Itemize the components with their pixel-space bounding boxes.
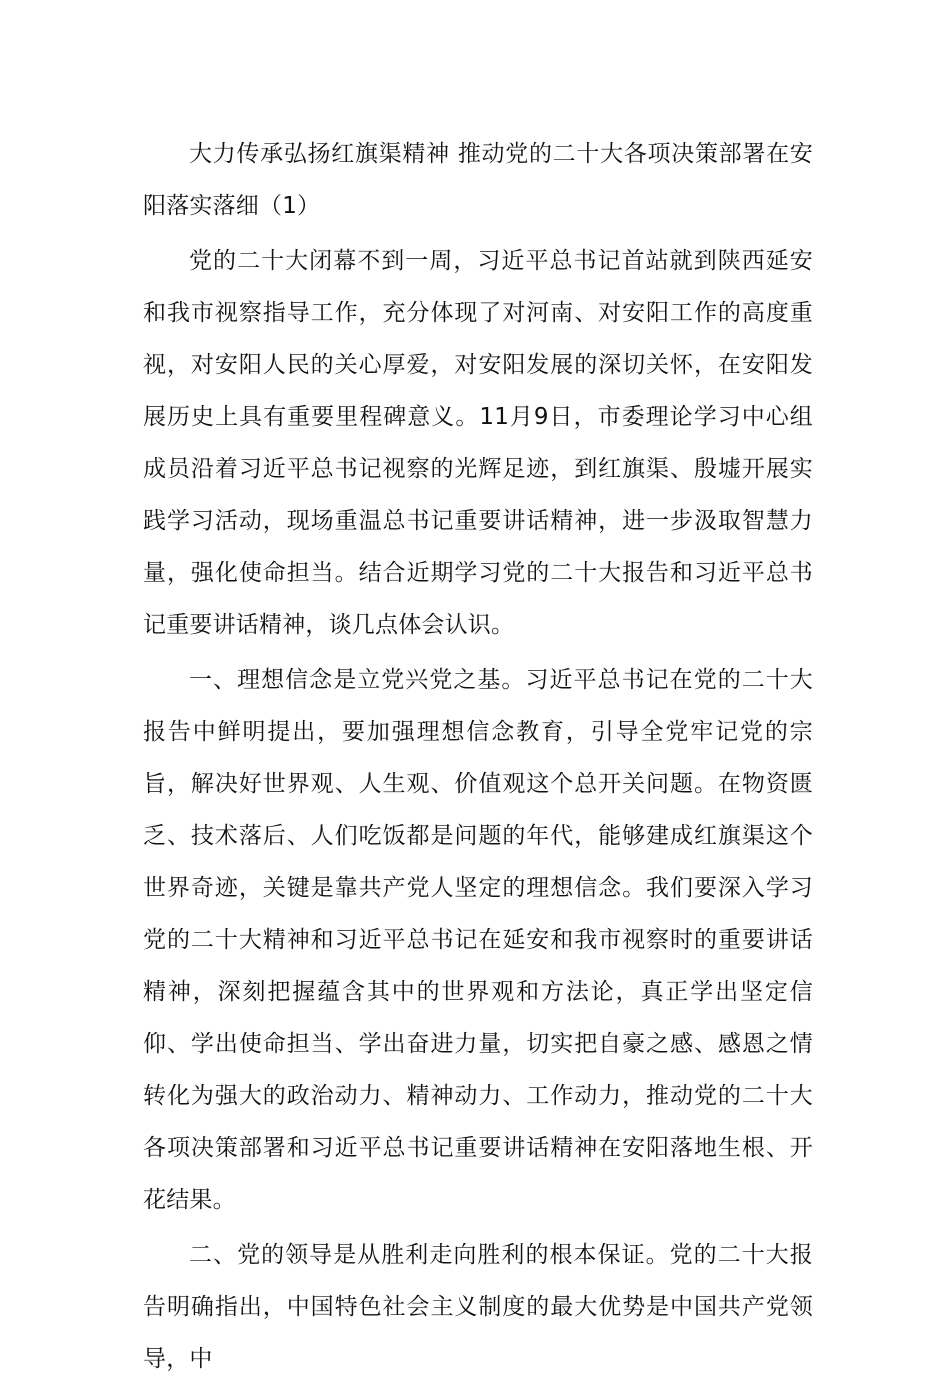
document-body (143, 128, 813, 1385)
paragraph-section-one: 一、理想信念是立党兴党之基。习近平总书记在党的二十大报告中鲜明提出，要加强理想信念教育，引导全党牢记党的宗旨，解决好世界观、人生观、价值观这个总开关问题。在物资匮乏、技术落后、人们吃饭都是问题的年代，能够建成红旗渠这个世界奇迹，关键是靠共产党人坚定的理想信念。我们要深入学习党的二十大精神和习近平总书记在延安和我市视察时的重要讲话精神，深刻把握蕴含其中的世界观和方法论，真正学出坚定信仰、学出使命担当、学出奋进力量，切实把自豪之感、感恩之情转化为强大的政治动力、精神动力、工作动力，推动党的二十大各项决策部署和习近平总书记重要讲话精神在安阳落地生根、开花结果。 (143, 667, 813, 1213)
paragraph-intro: 党的二十大闭幕不到一周，习近平总书记首站就到陕西延安和我市视察指导工作，充分体现了对河南、对安阳工作的高度重视，对安阳人民的关心厚爱，对安阳发展的深切关怀，在安阳发展历史上具有重要里程碑意义。11月9日，市委理论学习中心组成员沿着习近平总书记视察的光辉足迹，到红旗渠、殷墟开展实践学习活动，现场重温总书记重要讲话精神，进一步汲取智慧力量，强化使命担当。结合近期学习党的二十大报告和习近平总书记重要讲话精神，谈几点体会认识。 (143, 248, 813, 638)
document-title: 大力传承弘扬红旗渠精神 推动党的二十大各项决策部署在安阳落实落细（1） (143, 141, 813, 219)
paragraph-section-two: 二、党的领导是从胜利走向胜利的根本保证。党的二十大报告明确指出，中国特色社会主义制度的最大优势是中国共产党领导，中 (143, 1242, 813, 1372)
